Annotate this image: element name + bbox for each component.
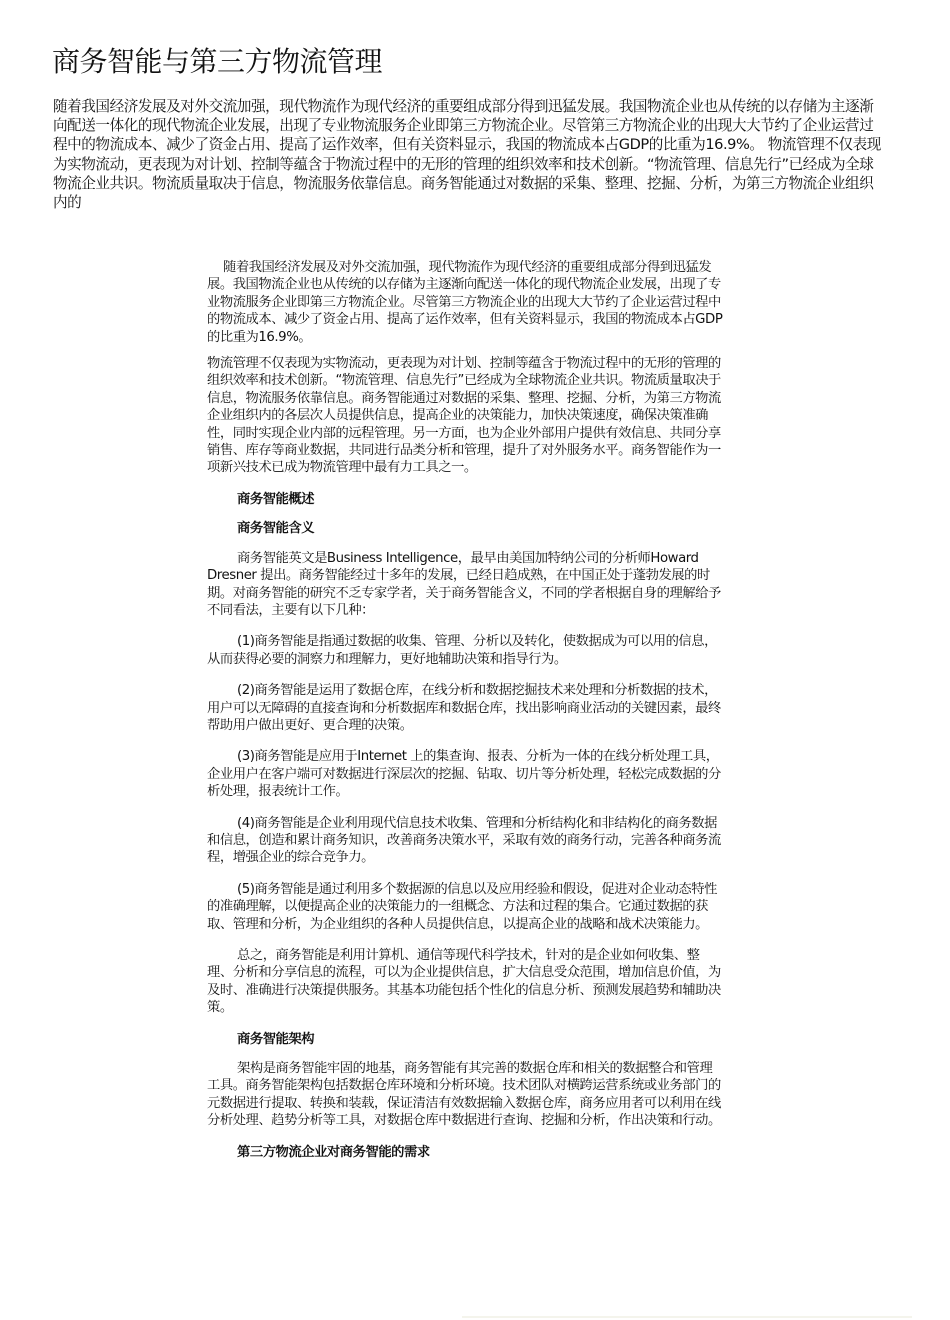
article-paragraph: 物流管理不仅表现为实物流动，更表现为对计划、控制等蕴含于物流过程中的无形的管理的组织效率和技术创新。“物流管理、信息先行”已经成为全球物流企业共识。物流质量取决于信息，物流服务依靠信息。商务智能通过对数据的采集、整理、挖掘、分析，为第三方物流企业组织内的各层次人员提供信息，提高企业的决策能力，加快决策速度，确保决策准确性，同时实现企业内部的远程管理。另一方面，也为企业外部用户提供有效信息、共同分享销售、库存等商业数据，共同进行品类分析和管理，提升了对外服务水平。商务智能作为一项新兴技术已成为物流管理中最有力工具之一。 [207,356,721,476]
definition-item: (4)商务智能是企业利用现代信息技术收集、管理和分析结构化和非结构化的商务数据和信息，创造和累计商务知识，改善商务决策水平，采取有效的商务行动，完善各种商务流程，增强企业的综合竞争力。 [207,815,721,866]
intro-paragraph: 随着我国经济发展及对外交流加强，现代物流作为现代经济的重要组成部分得到迅猛发展。我国物流企业也从传统的以存储为主逐渐向配送一体化的现代物流企业发展，出现了专业物流服务企业即第三方物流企业。尽管第三方物流企业的出现大大节约了企业运营过程中的物流成本、减少了资金占用、提高了运作效率，但有关资料显示，我国的物流成本占GDP的比重为16.9%。 物流管理不仅表现为实物流动，更表现为对计划、控制等蕴含于物流过程中的无形的管理的组织效率和技术创新。“物流管理、信息先行”已经成为全球物流企业共识。物流质量取决于信息，物流服务依靠信息。商务智能通过对数据的采集、整理、挖掘、分析，为第三方物流企业组织内的 [53,98,881,212]
page-title: 商务智能与第三方物流管理 [52,45,383,78]
section-heading-overview: 商务智能概述 [237,491,315,507]
summary-paragraph: 总之，商务智能是利用计算机、通信等现代科学技术，针对的是企业如何收集、整理、分析和分享信息的流程，可以为企业提供信息，扩大信息受众范围，增加信息价值，为及时、准确进行决策提供服务。其基本功能包括个性化的信息分析、预测发展趋势和辅助决策。 [207,948,721,1016]
section-heading-architecture: 商务智能架构 [237,1031,315,1047]
definition-item: (2)商务智能是运用了数据仓库，在线分析和数据挖掘技术来处理和分析数据的技术，用户可以无障碍的直接查询和分析数据库和数据仓库，找出影响商业活动的关键因素，最终帮助用户做出更好、更合理的决策。 [207,683,721,733]
definition-item: (3)商务智能是应用于Internet 上的集查询、报表、分析为一体的在线分析处理工具，企业用户在客户端可对数据进行深层次的挖掘、钻取、切片等分析处理，轻松完成数据的分析处理，报表统计工作。 [207,749,721,800]
section-heading-demand: 第三方物流企业对商务智能的需求 [237,1144,430,1160]
section-heading-meaning: 商务智能含义 [237,521,315,537]
definition-item: (5)商务智能是通过利用多个数据源的信息以及应用经验和假设，促进对企业动态特性的准确理解，以便提高企业的决策能力的一组概念、方法和过程的集合。它通过数据的获取、管理和分析，为企业组织的各种人员提供信息，以提高企业的战略和战术决策能力。 [207,881,717,932]
article-body [207,259,723,1173]
article-paragraph: 随着我国经济发展及对外交流加强，现代物流作为现代经济的重要组成部分得到迅猛发展。我国物流企业也从传统的以存储为主逐渐向配送一体化的现代物流企业发展，出现了专业物流服务企业即第三方物流企业。尽管第三方物流企业的出现大大节约了企业运营过程中的物流成本、减少了资金占用、提高了运作效率，但有关资料显示，我国的物流成本占GDP的比重为16.9%。 [207,260,723,345]
article-paragraph: 商务智能英文是Business Intelligence，最早由美国加特纳公司的分析师Howard Dresner 提出。商务智能经过十多年的发展，已经日趋成熟，在中国正处于蓬勃发展的时期。对商务智能的研究不乏专家学者，关于商务智能含义，不同的学者根据自身的理解给予不同看法，主要有以下几种： [207,550,721,618]
definition-item: (1)商务智能是指通过数据的收集、管理、分析以及转化，使数据成为可以用的信息，从而获得必要的洞察力和理解力，更好地辅助决策和指导行为。 [207,634,717,667]
architecture-paragraph: 架构是商务智能牢固的地基，商务智能有其完善的数据仓库和相关的数据整合和管理工具。商务智能架构包括数据仓库环境和分析环境。技术团队对横跨运营系统或业务部门的元数据进行提取、转换和装载，保证清洁有效数据输入数据仓库，商务应用者可以利用在线分析处理、趋势分析等工具，对数据仓库中数据进行查询、挖掘和分析，作出决策和行动。 [207,1061,721,1129]
page-bottom-divider [462,1316,912,1318]
